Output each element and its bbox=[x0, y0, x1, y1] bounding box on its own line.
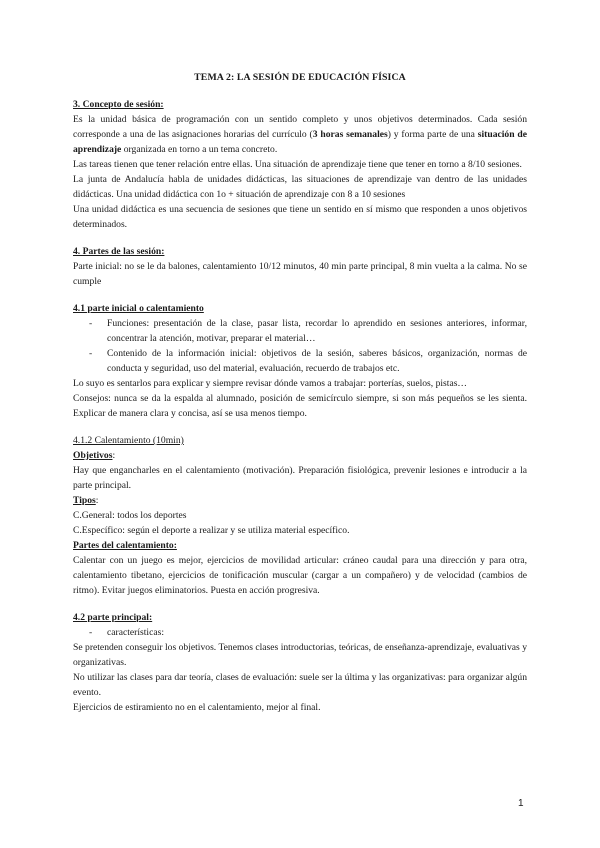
section-4-paragraph-1: Parte inicial: no se le da balones, calentamiento 10/12 minutos, 40 min parte principal, 8 min vuelta a la calma. No se cumple bbox=[73, 261, 527, 287]
objectives-label: Objetivos: bbox=[73, 450, 116, 461]
section-3-paragraph-3: La junta de Andalucía habla de unidades didácticas, las situaciones de aprendizaje van dentro de las unidades didácticas. Una unidad didáctica con 1o + situación de aprendizaje con 8 a 10 sesiones bbox=[73, 174, 527, 200]
section-4-2-list bbox=[73, 625, 527, 640]
section-3-heading: 3. Concepto de sesión: bbox=[73, 99, 164, 110]
section-4-1-heading: 4.1 parte inicial o calentamiento bbox=[73, 303, 204, 314]
list-item: - Contenido de la información inicial: objetivos de la sesión, saberes básicos, organización, normas de conducta y seguridad, uso del material, evaluación, recuerdo de trabajos etc. bbox=[73, 346, 527, 376]
section-4-1-list bbox=[73, 316, 527, 376]
section-4-1-2-heading: 4.1.2 Calentamiento (10min) bbox=[73, 435, 184, 446]
warmup-parts-text: Calentar con un juego es mejor, ejercicios de movilidad articular: cráneo caudal para una dirección y para otra, calentamiento tibetano, ejercicios de tonificación muscular (cargar a un compañero) y de velocidad (cambios de ritmo). Evitar juegos eliminatorios. Puesta en acción progresiva. bbox=[73, 555, 527, 596]
page-content bbox=[73, 70, 527, 715]
list-item: - características: bbox=[73, 625, 527, 640]
section-4-1-paragraph-2: Consejos: nunca se da la espalda al alumnado, posición de semicírculo siempre, si son más pequeños se les sienta. Explicar de manera clara y concisa, así se usa menos tiempo. bbox=[73, 393, 527, 419]
types-general: C.General: todos los deportes bbox=[73, 510, 187, 521]
section-3-paragraph-1: Es la unidad básica de programación con un sentido completo y unos objetivos determinados. Cada sesión corresponde a una de las asignaciones horarias del currículo (3 horas semanales) y forma parte de una situación de aprendizaje organizada en torno a un tema concreto. bbox=[73, 114, 528, 155]
section-3-paragraph-4: Una unidad didáctica es una secuencia de sesiones que tiene un sentido en sí mismo que responden a unos objetivos determinados. bbox=[73, 204, 527, 230]
section-4-heading: 4. Partes de las sesión: bbox=[73, 246, 165, 257]
types-label: Tipos: bbox=[73, 495, 99, 506]
section-4-1-paragraph-1: Lo suyo es sentarlos para explicar y siempre revisar dónde vamos a trabajar: porterías, suelos, pistas… bbox=[73, 378, 468, 389]
list-item: - Funciones: presentación de la clase, pasar lista, recordar lo aprendido en sesiones anteriores, informar, concentrar la atención, motivar, preparar el material… bbox=[73, 316, 527, 346]
section-3-paragraph-2: Las tareas tienen que tener relación entre ellas. Una situación de aprendizaje tiene que tener en torno a 8/10 sesiones. bbox=[73, 159, 522, 170]
section-4-2-paragraph-2: No utilizar las clases para dar teoría, clases de evaluación: suele ser la última y las organizativas: para organizar algún evento. bbox=[73, 672, 527, 698]
document-title: TEMA 2: LA SESIÓN DE EDUCACIÓN FÍSICA bbox=[194, 72, 406, 83]
section-4-2-paragraph-1: Se pretenden conseguir los objetivos. Tenemos clases introductorias, teóricas, de enseñanza-aprendizaje, evaluativas y organizativas. bbox=[73, 642, 527, 668]
types-specific: C.Específico: según el deporte a realizar y se utiliza material específico. bbox=[73, 525, 350, 536]
section-4-2-heading: 4.2 parte principal: bbox=[73, 612, 153, 623]
warmup-parts-label: Partes del calentamiento: bbox=[73, 540, 177, 551]
section-4-2-paragraph-3: Ejercicios de estiramiento no en el calentamiento, mejor al final. bbox=[73, 702, 321, 713]
objectives-text: Hay que engancharles en el calentamiento (motivación). Preparación fisiológica, prevenir lesiones e introducir a la parte principal. bbox=[73, 465, 527, 491]
page-number: 1 bbox=[518, 798, 524, 809]
